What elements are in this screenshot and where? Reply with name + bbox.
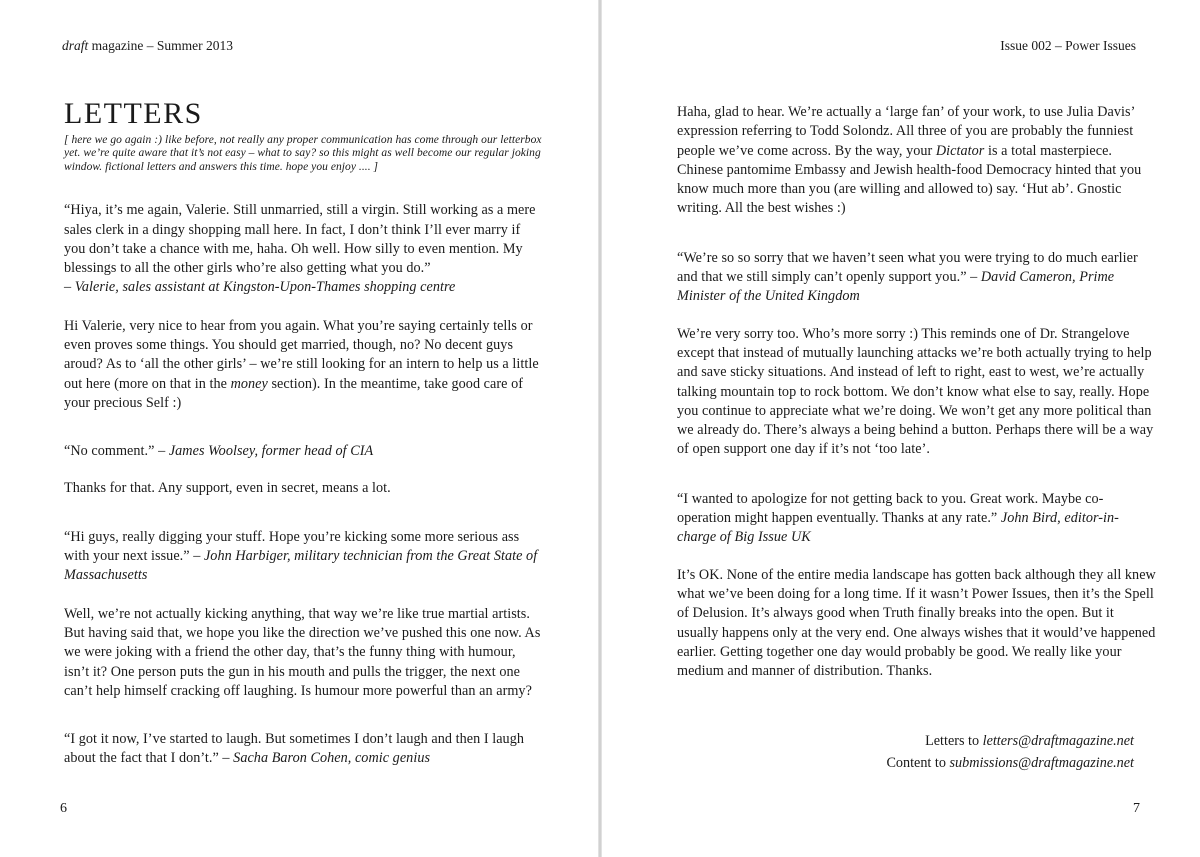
reply-emphasis: Dictator [935, 142, 985, 159]
reply-woolsey: Thanks for that. Any support, even in secret, means a lot. [64, 480, 391, 497]
letter-text: “I got it now, I’ve started to laugh. But sometimes I don’t laugh and then I laugh about the fact that I don’t.” – [64, 731, 524, 767]
letter-text: “We’re so so sorry that we haven’t seen what you were trying to do much earlier and that we still simply can’t openly support you.” – [677, 249, 1138, 286]
submissions-email-link[interactable]: submissions@draftmagazine.net [949, 754, 1134, 771]
reply-text: is a total masterpiece. Chinese pantomime Embassy and Jewish health-food Democracy hinted that you know much more than you (are willing and allowed to) say. ‘Hut ab’. Gnostic writing. All the best wishes :) [677, 142, 1142, 217]
right-page [602, 0, 1200, 857]
letters-email-link[interactable]: letters@draftmagazine.net [982, 733, 1134, 749]
content-contact [886, 753, 1134, 775]
reply-bird: It’s OK. None of the entire media landscape has gotten back although they all knew what we’ve been doing for a long time. If it wasn’t Power Issues, then it’s the Spell of Delusion. It’s always good when Truth finally breaks into the open. But it usually happens only at the very end. One always wishes that it would’ve happened earlier. Getting together one day would probably be good. We really like your medium and manner of distribution. Thanks. [677, 566, 1156, 680]
letter-cameron [677, 249, 1157, 307]
reply-text: Hi Valerie, very nice to hear from you again. What you’re saying certainly tells or even proves some things. You should get married, though, no? No decent guys aroud? As to ‘all the other girls’ – we’re still looking for an intern to help us a little out here (more on that in the [64, 317, 539, 392]
letters-contact [886, 731, 1134, 753]
reply-cohen [677, 103, 1157, 219]
page-number-left: 6 [60, 801, 67, 816]
reply-harbiger: Well, we’re not actually kicking anything, that way we’re like true martial artists. But having said that, we hope you like the direction we’ve pushed this one now. As we were joking with a friend the other day, that’s the funny thing with humour, isn’t it? One person puts the gun in his mouth and pulls the trigger, the next one can’t help himself cracking off laughing. Is humour more powerful than an army? [64, 605, 541, 699]
issue-date: magazine – Summer 2013 [88, 38, 233, 53]
right-column [677, 103, 1157, 681]
letter-attribution: John Bird, editor-in-charge of Big Issue UK [677, 510, 1119, 546]
letter-text: “Hiya, it’s me again, Valerie. Still unmarried, still a virgin. Still working as a mere sales clerk in a dingy shopping mall here. In fact, I don’t think I’ll ever marry if you don’t take a chance with me, haha. Oh well. How silly to even mention. My blessings to all the other girls who’re also getting what you do.” [64, 202, 536, 277]
left-page [0, 0, 598, 857]
reply-text: section). In the meantime, take good care of your precious Self :) [64, 375, 524, 411]
left-column [64, 99, 544, 769]
letter-valerie [64, 201, 544, 297]
reply-text: Haha, glad to hear. We’re actually a ‘large fan’ of your work, to use Julia Davis’ expression referring to Todd Solondz. All three of you are probably the funniest people we’ve come across. By the way, your [677, 104, 1135, 159]
letters-label: Letters to [925, 733, 983, 749]
letter-text: “No comment.” – [64, 443, 169, 460]
reply-valerie [64, 317, 544, 413]
section-title: LETTERS [64, 97, 203, 130]
letter-harbiger [64, 528, 544, 586]
content-label: Content to [886, 754, 950, 771]
letter-attribution: – Valerie, sales assistant at Kingston-Upon-Thames shopping centre [64, 279, 456, 296]
contact-block [886, 731, 1134, 774]
magazine-name: draft [62, 38, 89, 53]
letter-text: “I wanted to apologize for not getting back to you. Great work. Maybe co-operation might happen eventually. Thanks at any rate.” [677, 490, 1104, 527]
right-running-head: Issue 002 – Power Issues [1000, 38, 1136, 53]
letter-attribution: James Woolsey, former head of CIA [168, 443, 374, 460]
reply-cameron: We’re very sorry too. Who’s more sorry :) This reminds one of Dr. Strangelove except that instead of mutually launching attacks we’re both actually trying to help and save sticky situations. And instead of left to right, east to west, we’re actually talking mountain top to rock bottom. We don’t know what else to say, really. Hope you continue to appreciate what we’re doing. We won’t get any more political than we already do. There’s always a being behind a button. Perhaps there will be a way of open support one day if it’s not ‘too late’. [677, 325, 1154, 458]
letter-cohen [64, 730, 544, 769]
letter-text: “Hi guys, really digging your stuff. Hope you’re kicking some more serious ass with your next issue.” – [64, 528, 520, 565]
letter-attribution: Sacha Baron Cohen, comic genius [233, 750, 431, 767]
letter-attribution: John Harbiger, military technician from the Great State of Massachusetts [64, 548, 538, 584]
letter-bird [677, 490, 1157, 548]
intro-note: [ here we go again :) like before, not really any proper communication has come through our letterbox yet. we’re quite aware that it’s not easy – what to say? so this might as well become our regular joking window. fictional letters and answers this time. hope you enjoy .... ] [64, 134, 542, 173]
letter-woolsey [64, 442, 544, 461]
letter-attribution: David Cameron, Prime Minister of the United Kingdom [677, 269, 1115, 305]
reply-emphasis: money [230, 375, 268, 392]
page-number-right: 7 [1133, 801, 1140, 816]
left-running-head [62, 38, 233, 54]
